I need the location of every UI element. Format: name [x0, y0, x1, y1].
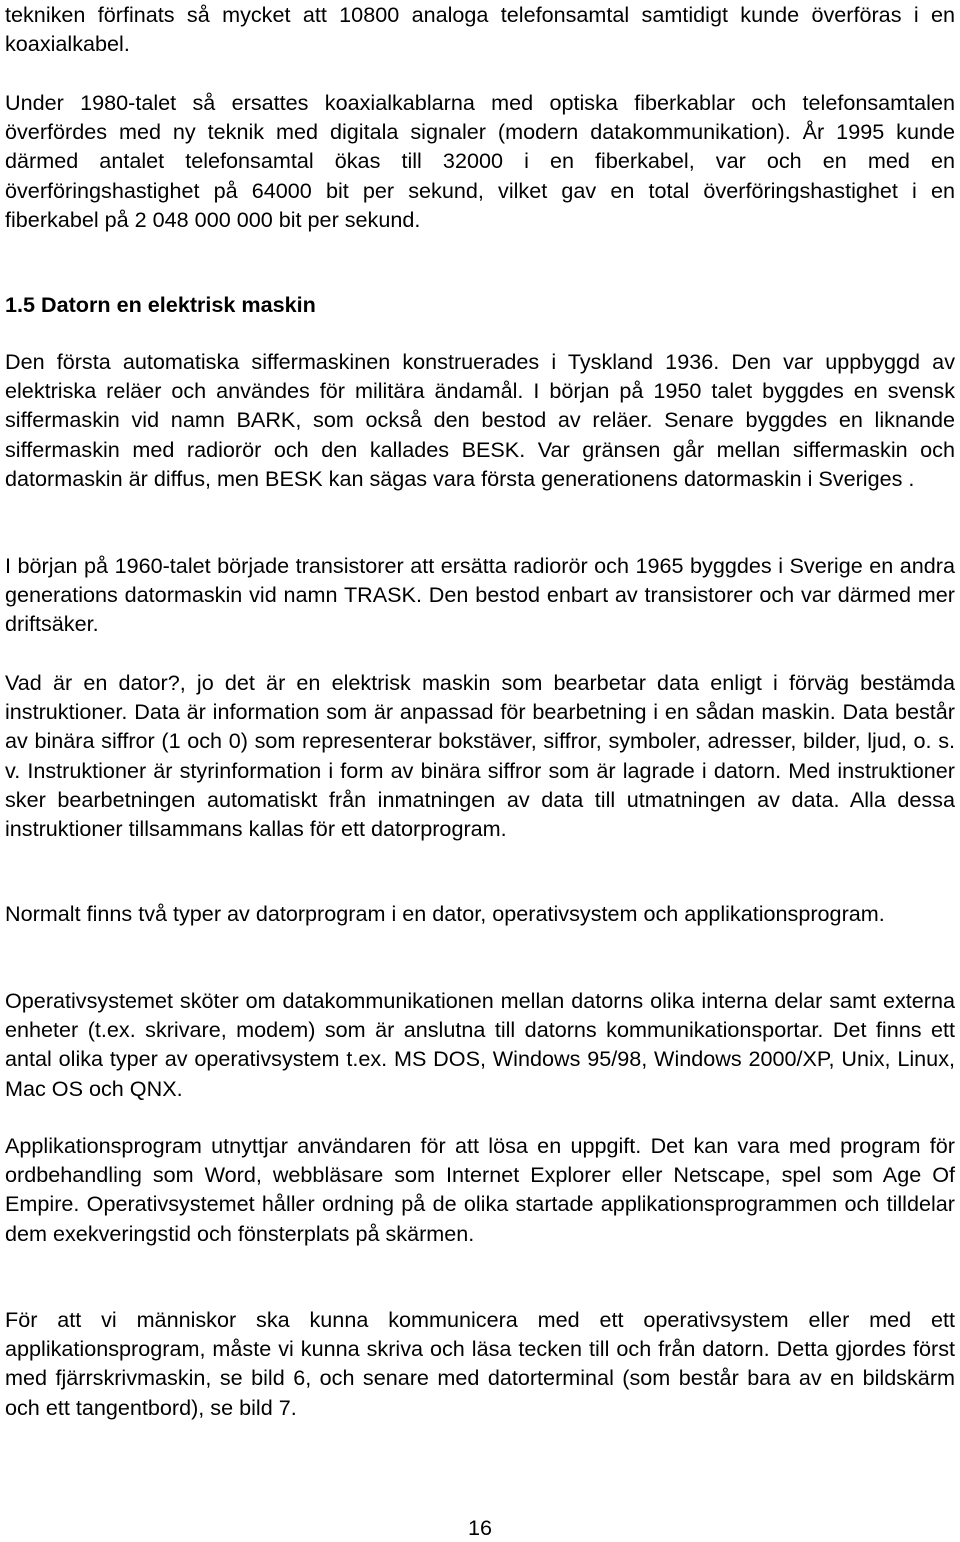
section-body-applications [5, 1131, 955, 1248]
paragraph-communication: För att vi människor ska kunna kommunicera med ett operativsystem eller med ett applikationsprogram, måste vi kunna skriva och läsa tecken till och från datorn. Detta gjordes först med fjärrskrivmaskin, se bild 6, och senare med datorterminal (som består bara av en bildskärm och ett tangentbord), se bild 7. [5, 1307, 955, 1420]
intro-text [5, 0, 955, 234]
section-body-history [5, 347, 955, 493]
paragraph-program-types: Normalt finns två typer av datorprogram i en dator, operativsystem och applikationsprogram. [5, 901, 885, 926]
paragraph-siffermaskin: Den första automatiska siffermaskinen konstruerades i Tyskland 1936. Den var uppbyggd av elektriska reläer och användes för militära ändamål. I början på 1950 talet byggdes en svensk siffermaskin vid namn BARK, som också den bestod av reläer. Senare byggdes en liknande siffermaskin med radiorör och den kallades BESK. Var gränsen går mellan siffermaskin och datormaskin är diffus, men BESK kan sägas vara första generationens datormaskin i Sveriges . [5, 349, 955, 491]
section-body-communication [5, 1305, 955, 1422]
paragraph-fiber-optics: Under 1980-talet så ersattes koaxialkablarna med optiska fiberkablar och telefonsamtalen överfördes med ny teknik med digitala signaler (modern datakommunikation). År 1995 kunde därmed antalet telefonsamtal ökas till 32000 i en fiberkabel, var och en med en överföringshastighet på 64000 bit per sekund, vilket gav en total överföringshastighet i en fiberkabel på 2 048 000 000 bit per sekund. [5, 89, 955, 232]
section-body-program-types [5, 899, 955, 928]
page-number: 16 [467, 1515, 493, 1540]
section-heading: 1.5 Datorn en elektrisk maskin [5, 292, 316, 317]
paragraph-applications: Applikationsprogram utnyttjar användaren för att lösa en uppgift. Det kan vara med program för ordbehandling som Word, webbläsare som Internet Explorer eller Netscape, spel som Age Of Empire. Operativsystemet håller ordning på de olika startade applikationsprogrammen och tilldelar dem exekveringstid och fönsterplats på skärmen. [5, 1133, 955, 1246]
paragraph-operating-system: Operativsystemet sköter om datakommunikationen mellan datorns olika interna delar samt externa enheter (t.ex. skrivare, modem) som är anslutna till datorns kommunikationsportar. Det finns ett antal olika typer av operativsystem t.ex. MS DOS, Windows 95/98, Windows 2000/XP, Unix, Linux, Mac OS och QNX. [5, 988, 955, 1101]
section-body-transistors [5, 551, 955, 639]
paragraph-what-is-computer: Vad är en dator?, jo det är en elektrisk maskin som bearbetar data enligt i förväg bestämda instruktioner. Data är information som är anpassad för bearbetning i en sådan maskin. Data består av binära siffror (1 och 0) som representerar bokstäver, siffror, symboler, adresser, bilder, ljud, o. s. v. Instruktioner är styrinformation i form av binära siffror som är lagrade i datorn. Med instruktioner sker bearbetningen automatiskt från inmatningen av data till utmatningen av data. Alla dessa instruktioner tillsammans kallas för ett datorprogram. [5, 670, 955, 842]
section-body-operating-system [5, 986, 955, 1103]
paragraph-continuation: tekniken förfinats så mycket att 10800 analoga telefonsamtal samtidigt kunde överföras i en koaxialkabel. [5, 2, 955, 57]
section-body-what-is-computer [5, 668, 955, 843]
paragraph-transistors: I början på 1960-talet började transistorer att ersätta radiorör och 1965 byggdes i Sverige en andra generations datormaskin vid namn TRASK. Den bestod enbart av transistorer och var därmed mer driftsäker. [5, 553, 955, 637]
